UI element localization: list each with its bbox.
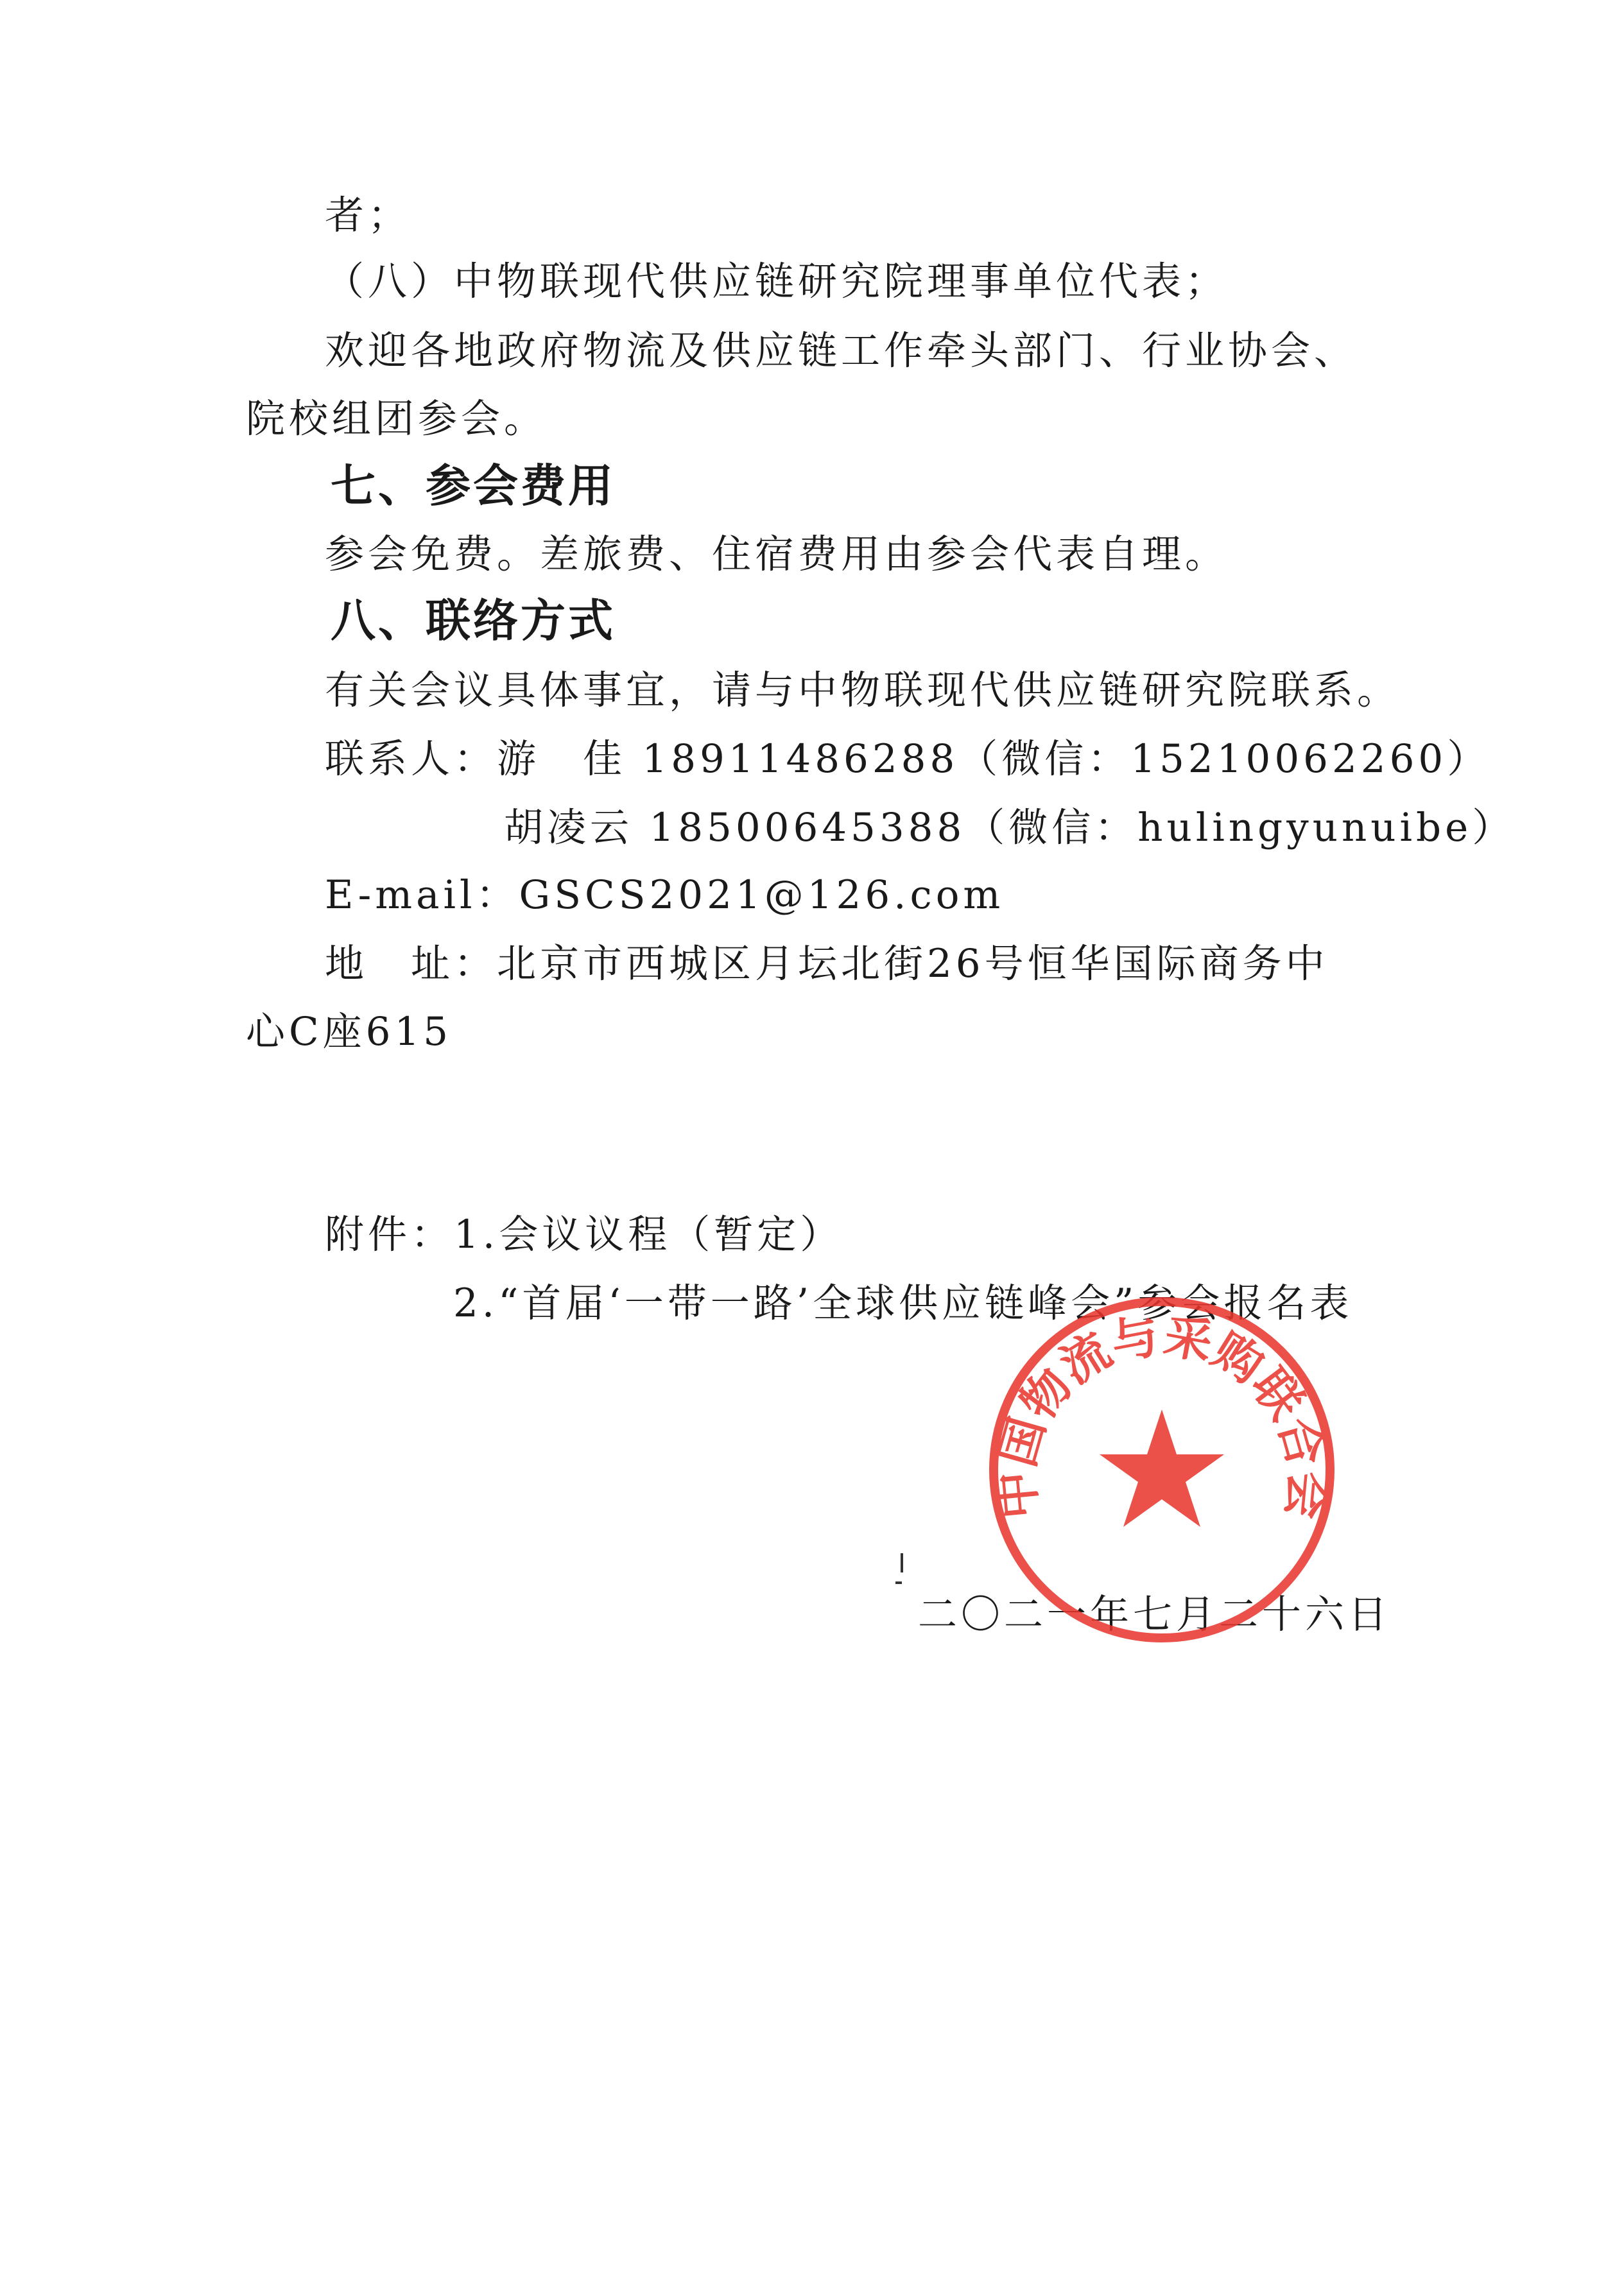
text-line-fees: 参会免费。差旅费、住宿费用由参会代表自理。 [325, 531, 1229, 577]
text-line-attachment-2: 2.“首届‘一带一路’全球供应链峰会”参会报名表 [453, 1280, 1353, 1326]
text-line-continuation: 者； [325, 193, 411, 238]
text-line-welcome-cont: 院校组团参会。 [246, 396, 548, 442]
text-line-email: E-mail：GSCS2021@126.com [325, 872, 1005, 918]
text-line-contact-person-1: 联系人：游 佳 18911486288（微信：15210062260） [325, 736, 1490, 782]
text-line-attachment-1: 附件：1.会议议程（暂定） [325, 1212, 843, 1257]
section-heading-contact: 八、联络方式 [331, 594, 616, 647]
text-line-address-cont: 心C座615 [246, 1009, 453, 1055]
scan-mark [895, 1581, 902, 1584]
text-line-address: 地 址：北京市西城区月坛北街26号恒华国际商务中 [325, 941, 1329, 986]
section-heading-fees: 七、参会费用 [331, 460, 616, 512]
text-line-item-eight: （八）中物联现代供应链研究院理事单位代表； [325, 259, 1229, 304]
text-line-welcome: 欢迎各地政府物流及供应链工作牵头部门、行业协会、 [325, 328, 1358, 374]
star-icon [1100, 1409, 1224, 1527]
text-line-contact-intro: 有关会议具体事宜，请与中物联现代供应链研究院联系。 [325, 668, 1401, 713]
text-line-contact-person-2: 胡凌云 18500645388（微信：hulingyunuibe） [504, 805, 1516, 850]
official-seal [982, 1290, 1342, 1650]
scan-mark [901, 1553, 903, 1572]
seal-text: 中国物流与采购联合会 [988, 1307, 1336, 1522]
document-date: 二〇二一年七月二十六日 [918, 1592, 1392, 1637]
